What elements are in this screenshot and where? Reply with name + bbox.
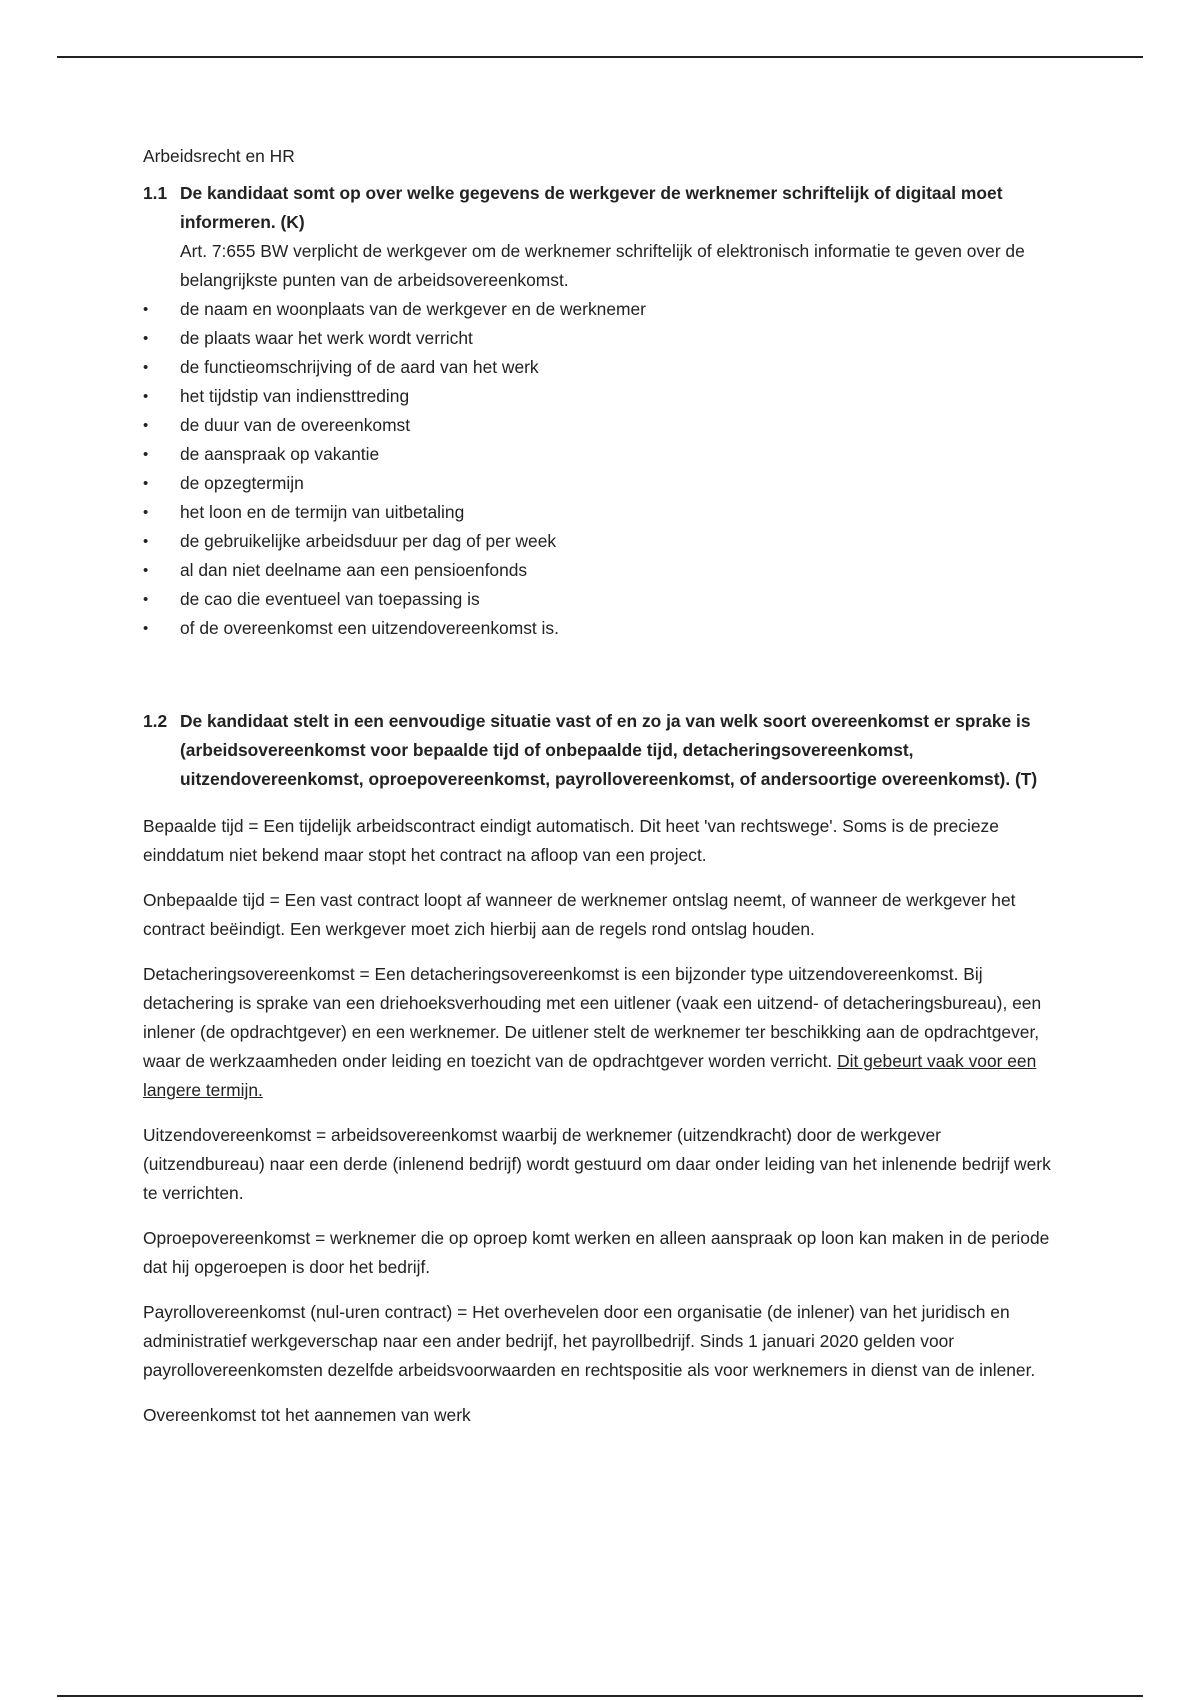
section-2-number: 1.2: [143, 711, 168, 731]
bullet-icon: •: [143, 533, 149, 550]
detachering-underlined-text: Dit gebeurt vaak voor een langere termijn.: [143, 1051, 1037, 1100]
document-title: Arbeidsrecht en HR: [143, 146, 295, 166]
section-2-heading-text: De kandidaat stelt in een eenvoudige situatie vast of en zo ja van welk soort overeenkomst er sprake is (arbeidsovereenkomst voor bepaalde tijd of onbepaalde tijd, detacheringsovereenkomst, uitzendovereenkomst, oproepovereenkomst, payrollovereenkomst, of andersoortige overeenkomst). (T): [180, 711, 1038, 789]
section-2-heading: [143, 707, 1063, 794]
header-rule: [57, 56, 1143, 58]
bullet-icon: •: [143, 388, 149, 405]
list-item: • de cao die eventueel van toepassing is: [143, 585, 1063, 614]
list-item: • al dan niet deelname aan een pensioenfonds: [143, 556, 1063, 585]
document-body: [143, 142, 1063, 1430]
paragraph-aanneming: Overeenkomst tot het aannemen van werk: [143, 1405, 471, 1425]
bullet-icon: •: [143, 620, 149, 637]
section-1-list: [143, 295, 1063, 643]
paragraph-detachering: [143, 960, 1063, 1105]
bullet-icon: •: [143, 330, 149, 347]
list-item: • de naam en woonplaats van de werkgever en de werknemer: [143, 295, 1063, 324]
list-item: • de aanspraak op vakantie: [143, 440, 1063, 469]
list-item: • de duur van de overeenkomst: [143, 411, 1063, 440]
paragraph-uitzend: Uitzendovereenkomst = arbeidsovereenkomst waarbij de werknemer (uitzendkracht) door de werkgever (uitzendbureau) naar een derde (inlenend bedrijf) wordt gestuurd om daar onder leiding van het inlenende bedrijf werk te verrichten.: [143, 1125, 1051, 1203]
bullet-icon: •: [143, 359, 149, 376]
section-1-heading: [143, 179, 1063, 237]
bullet-icon: •: [143, 446, 149, 463]
paragraph-bepaalde-tijd: Bepaalde tijd = Een tijdelijk arbeidscontract eindigt automatisch. Dit heet 'van rechtswege'. Soms is de precieze einddatum niet bekend maar stopt het contract na afloop van een project.: [143, 816, 999, 865]
section-1-number: 1.1: [143, 183, 168, 203]
bullet-icon: •: [143, 301, 149, 318]
detachering-text: Detacheringsovereenkomst = Een detacheringsovereenkomst is een bijzonder type uitzendovereenkomst. Bij detachering is sprake van een driehoeksverhouding met een uitlener (vaak een uitzend- of detacheringsbureau), een inlener (de opdrachtgever) en een werknemer. De uitlener stelt de werknemer ter beschikking aan de opdrachtgever, waar de werkzaamheden onder leiding en toezicht van de opdrachtgever worden verricht.: [143, 964, 1042, 1071]
paragraph-payroll: Payrollovereenkomst (nul-uren contract) = Het overhevelen door een organisatie (de inlener) van het juridisch en administratief werkgeverschap naar een ander bedrijf, het payrollbedrijf. Sinds 1 januari 2020 gelden voor payrollovereenkomsten dezelfde arbeidsvoorwaarden en rechtspositie als voor werknemers in dienst van de inlener.: [143, 1302, 1036, 1380]
paragraph-onbepaalde-tijd: Onbepaalde tijd = Een vast contract loopt af wanneer de werknemer ontslag neemt, of wanneer de werkgever het contract beëindigt. Een werkgever moet zich hierbij aan de regels rond ontslag houden.: [143, 890, 1016, 939]
list-item: • of de overeenkomst een uitzendovereenkomst is.: [143, 614, 1063, 643]
list-item: • de plaats waar het werk wordt verricht: [143, 324, 1063, 353]
list-item: • de opzegtermijn: [143, 469, 1063, 498]
paragraph-oproep: Oproepovereenkomst = werknemer die op oproep komt werken en alleen aanspraak op loon kan maken in de periode dat hij opgeroepen is door het bedrijf.: [143, 1228, 1050, 1277]
list-item: • de functieomschrijving of de aard van het werk: [143, 353, 1063, 382]
bullet-icon: •: [143, 504, 149, 521]
bullet-icon: •: [143, 475, 149, 492]
list-item: • de gebruikelijke arbeidsduur per dag of per week: [143, 527, 1063, 556]
section-1-intro: Art. 7:655 BW verplicht de werkgever om de werknemer schriftelijk of elektronisch informatie te geven over de belangrijkste punten van de arbeidsovereenkomst.: [180, 241, 1025, 290]
section-spacer: [143, 643, 1063, 707]
section-1-heading-text: De kandidaat somt op over welke gegevens de werkgever de werknemer schriftelijk of digitaal moet informeren. (K): [180, 183, 1003, 232]
footer-rule: [57, 1695, 1143, 1697]
bullet-icon: •: [143, 417, 149, 434]
list-item: • het tijdstip van indiensttreding: [143, 382, 1063, 411]
bullet-icon: •: [143, 591, 149, 608]
list-item: • het loon en de termijn van uitbetaling: [143, 498, 1063, 527]
bullet-icon: •: [143, 562, 149, 579]
